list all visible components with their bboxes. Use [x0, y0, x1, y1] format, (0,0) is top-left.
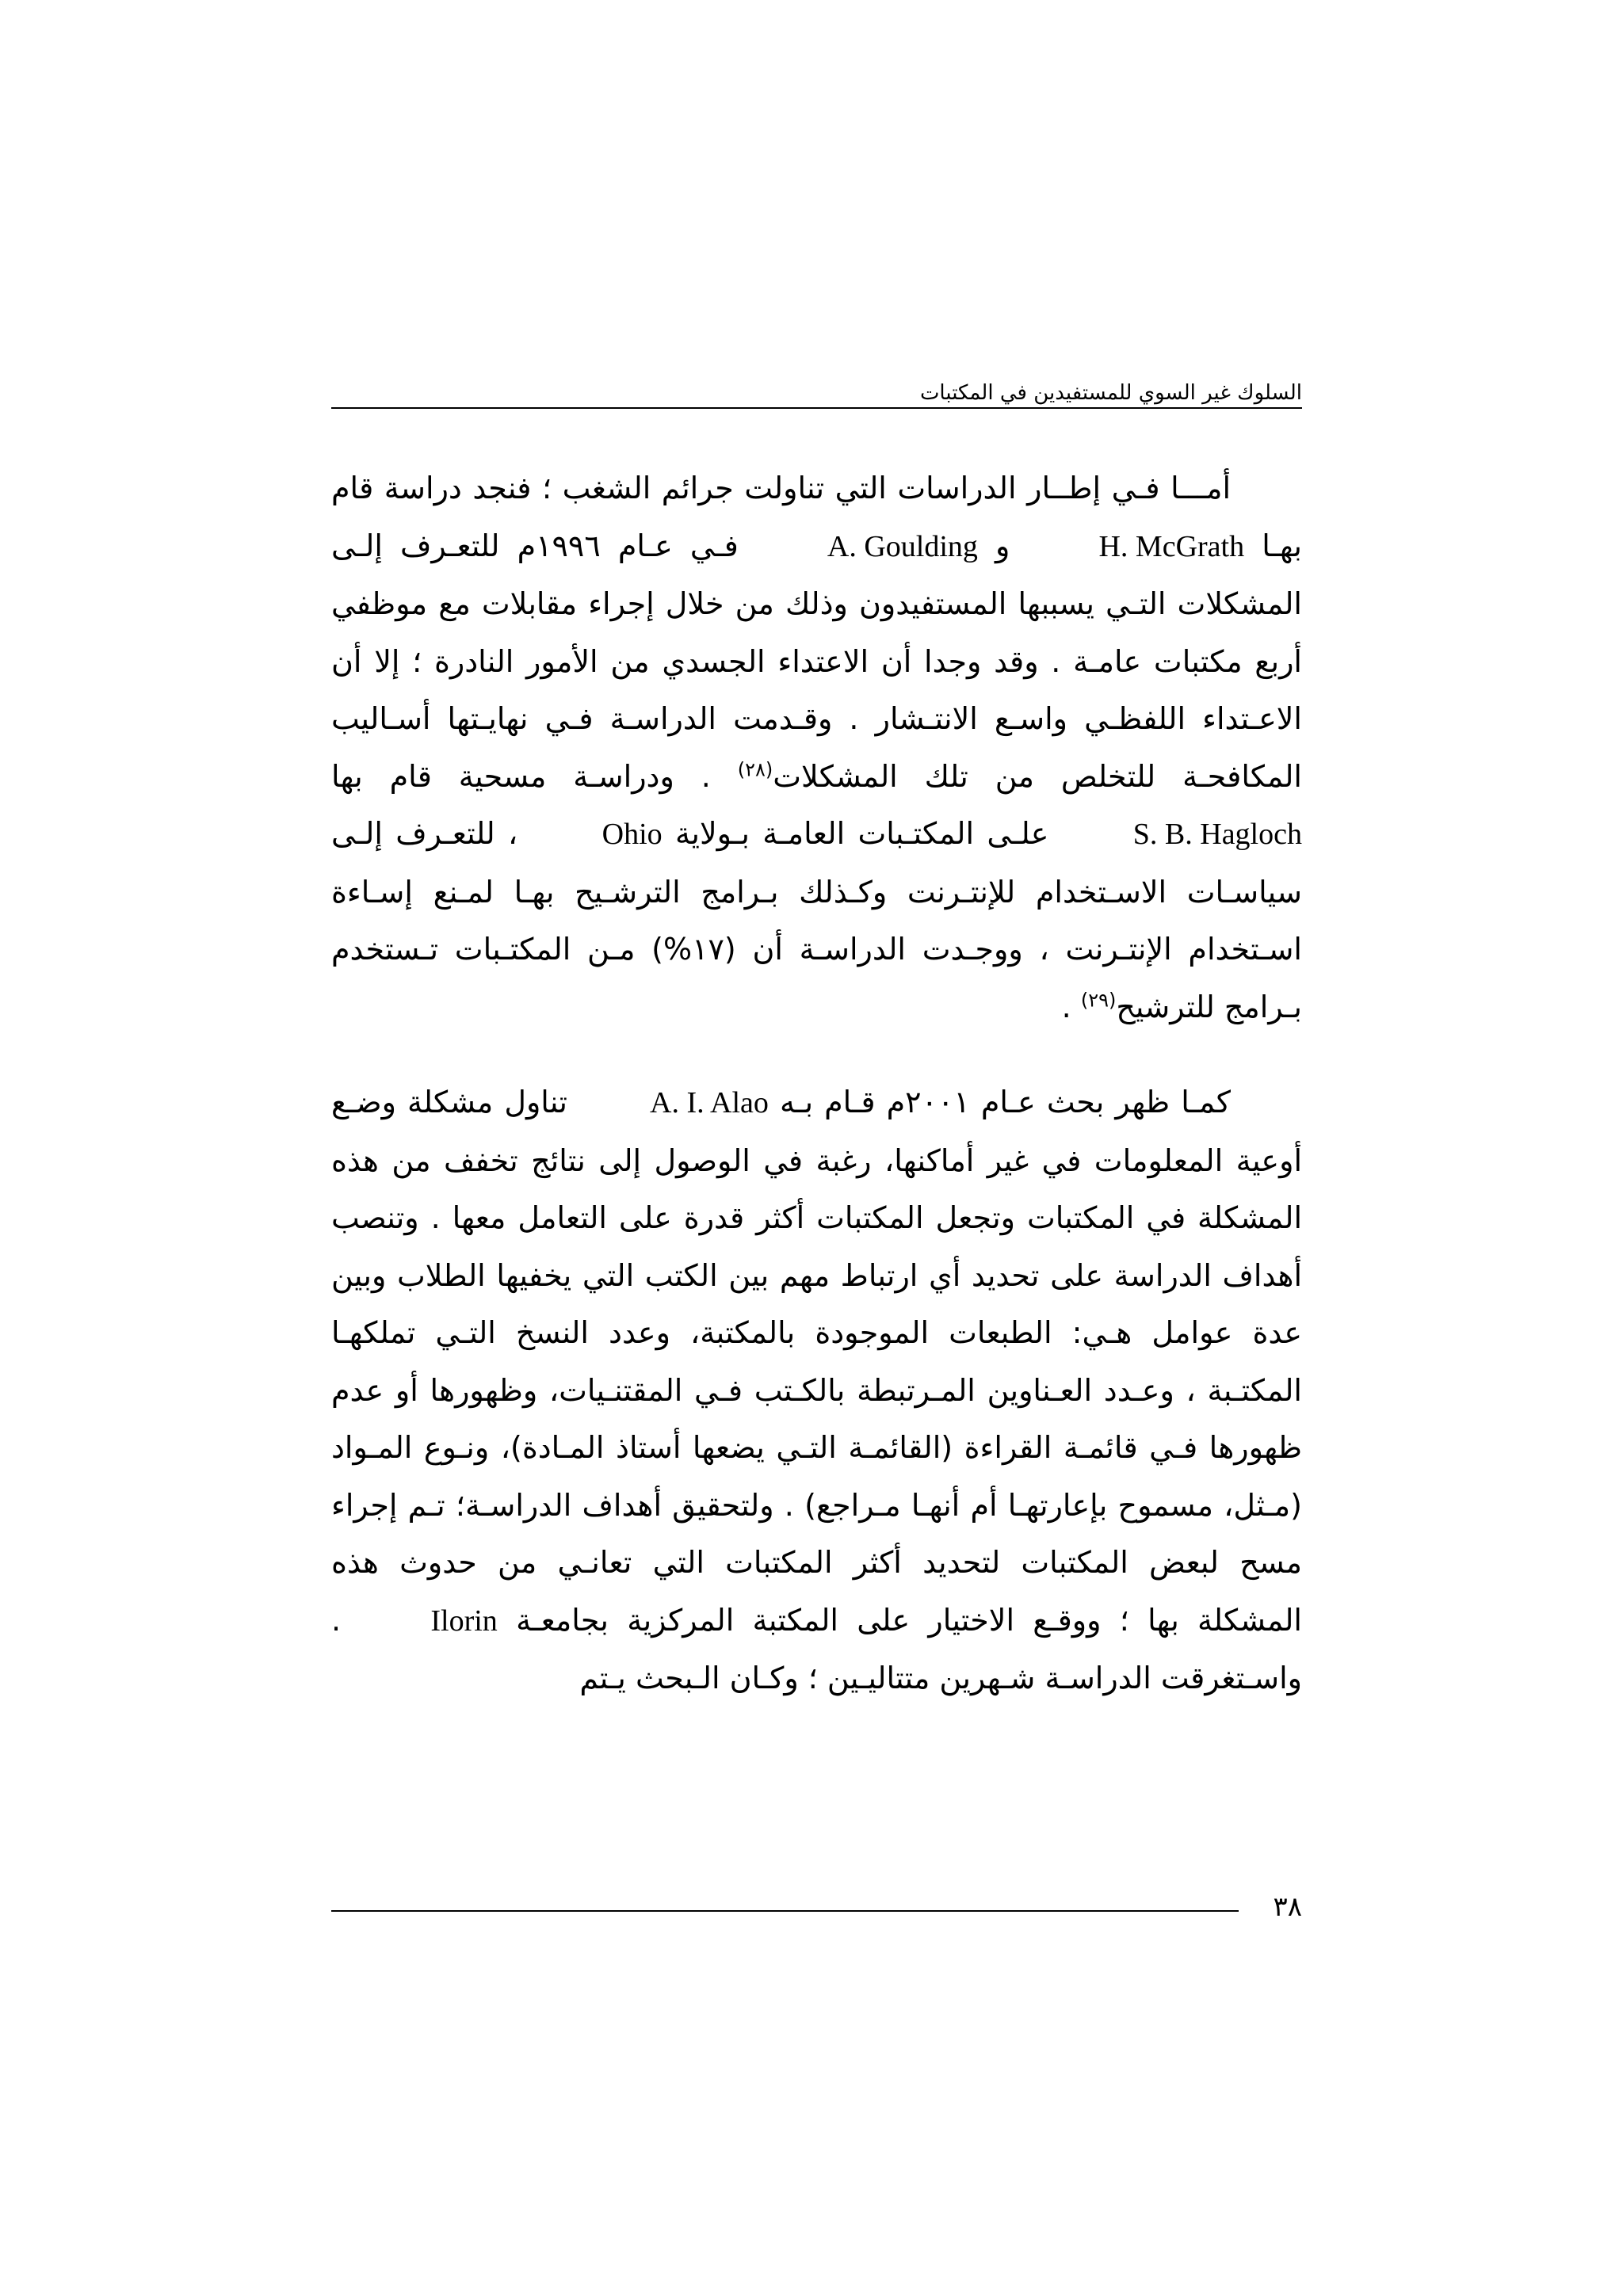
latin-name: Ohio	[601, 818, 663, 851]
latin-name: H. McGrath	[1098, 529, 1245, 563]
paragraph-1	[331, 460, 1302, 1035]
latin-name: S. B. Hagloch	[1132, 818, 1302, 851]
text-run: أمـــا فـي إطــار الدراسات التي تناولت جرائم الشغب ؛ فنجد دراسة قام بهـا	[331, 471, 1302, 563]
page-footer	[331, 1890, 1302, 1937]
body-text	[331, 460, 1302, 1707]
text-run: . ودراسـة مسحية قام بها	[331, 758, 738, 794]
footnote-ref: (٢٨)	[737, 757, 773, 780]
text-run: علـى المكتـبات العامـة بـولاية	[662, 816, 1062, 851]
text-run: تناول مشكلة وضـع أوعية المعلومات في غير أماكنها، رغبة في الوصول إلى نتائج تخفف من هذه المشكلة في المكتبات وتجعل المكتبات أكثر قدرة على التعامل معها . وتنصب أهداف الدراسة على تحديد أي ارتباط مهم بين الكتب التي يخفيها الطلاب وبين عدة عوامل هـي: الطبعات الموجودة بالمكتبة، وعدد النسخ التـي تملكهـا المكتـبة ، وعـدد العـناوين المـرتبطة بالكـتب فـي المقتنـيات، وظهورها أو عدم ظهورها فـي قائمـة القراءة (القائمـة التـي يضعها أستاذ المـادة)، ونـوع المـواد (مـثل، مسموح بإعارتهـا أم أنهـا مـراجع) . ولتحقيق أهداف الدراسـة؛ تـم إجراء مسح لبعض المكتبات لتحديد أكثر المكتبات التي تعانـي من حدوث هذه المشكلة بها ؛ ووقـع الاختيار على المكتبة المركزية بجامعـة	[331, 1085, 1302, 1638]
page-number: ٣٨	[1258, 1890, 1302, 1924]
running-header	[331, 379, 1302, 412]
latin-name: Ilorin	[430, 1604, 498, 1638]
text-run: . واسـتغرقت الدراسـة شـهرين متتاليـين ؛ وكـان الـبحث يـتم	[331, 1602, 1302, 1695]
text-run: و	[977, 528, 1028, 563]
header-rule	[331, 407, 1302, 409]
footnote-ref: (٢٩)	[1080, 988, 1117, 1011]
text-run: فـي عـام ١٩٩٦م للتعـرف إلـى المشكلات التـي يسببها المستفيدون وذلك من خلال إجراء مقابلات مع موظفي أربع مكتبات عامـة . وقد وجدا أن الاعتداء الجسدي من الأمور النادرة ؛ إلا أن الاعـتداء اللفظـي واسـع الانتـشار . وقـدمت الدراسـة فـي نهايـتها أسـاليب المكافحـة للتخلص من تلك المشكلات	[331, 528, 1302, 794]
latin-name: A. I. Alao	[650, 1086, 769, 1119]
paragraph-2	[331, 1074, 1302, 1707]
text-run: كمـا ظهر بحث عـام ٢٠٠١م قـام بـه	[768, 1085, 1231, 1119]
running-header-title: السلوك غير السوي للمستفيدين في المكتبات	[915, 379, 1302, 407]
text-run: ، للتعـرف إلـى سياسـات الاسـتخدام للإنتـرنت وكـذلك بـرامج الترشـيح بهـا لمـنع إسـاءة اسـتخدام الإنتـرنت ، ووجـدت الدراسـة أن (١٧%) مـن المكتـبات تـستخدم بـرامج للترشيح	[331, 816, 1302, 1024]
latin-name: A. Goulding	[827, 529, 978, 563]
text-run: .	[1061, 989, 1081, 1024]
footer-rule	[331, 1910, 1239, 1912]
